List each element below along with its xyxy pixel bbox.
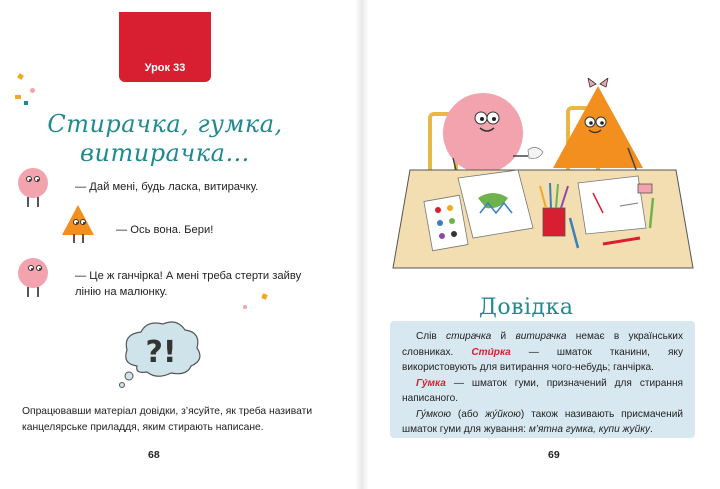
title-line-2: витирачка… <box>80 139 250 167</box>
title-line-1: Стирачка, гумка, <box>47 110 283 138</box>
lesson-tab <box>119 12 211 82</box>
confetti-decoration <box>15 95 21 99</box>
book-gutter <box>355 0 369 489</box>
pink-circle-character <box>18 258 48 288</box>
pink-circle-character <box>18 168 48 198</box>
task-text: Опрацювавши матеріал довідки, з’ясуйте, як треба називати канцелярське приладдя, яким стирають написане. <box>22 406 313 433</box>
reference-paragraph-3: Гу́мкою (або жу́йкою) також називають присмачений шматок гуми для жування: м’ятна гумка, купи жуйку. <box>402 408 683 435</box>
dialog-line-3: — Це ж ганчірка! А мені треба стерти зайву лінію на малюнку. <box>75 270 302 298</box>
confetti-decoration <box>243 305 247 309</box>
dialog-line-1: — Дай мені, будь ласка, витирачку. <box>75 181 259 193</box>
reference-box <box>390 321 695 438</box>
dialog-line-2: — Ось вона. Бери! <box>116 224 214 236</box>
bubble-symbols: ?! <box>145 335 177 370</box>
thought-bubble-icon <box>117 316 207 391</box>
page-number-right: 69 <box>548 449 560 461</box>
confetti-decoration <box>30 88 35 93</box>
page-number-left: 68 <box>148 449 160 461</box>
reference-title: Довідка <box>479 295 574 320</box>
confetti-decoration <box>17 73 24 80</box>
reference-paragraph-2: Гу́мка — шматок гуми, призначений для стирання написаного. <box>402 377 683 404</box>
reference-paragraph-1: Слів стирачка й витирачка немає в українських словниках. Сти́рка — шматок тканини, яку використовують для витирання чого-небудь; ганчірка. <box>402 331 683 373</box>
orange-triangle-character <box>62 205 94 235</box>
lesson-title <box>40 110 290 168</box>
characters-drawing-illustration <box>388 78 708 276</box>
lesson-label: Урок 33 <box>144 62 186 74</box>
confetti-decoration <box>24 101 28 105</box>
